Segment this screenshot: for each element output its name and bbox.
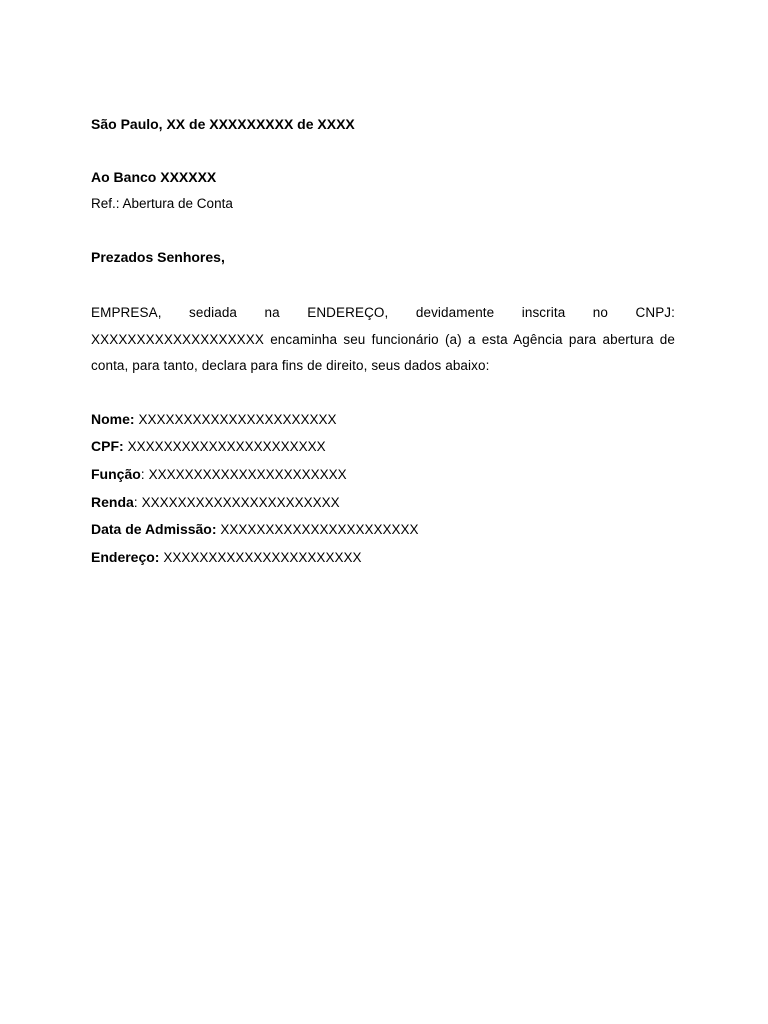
field-value: XXXXXXXXXXXXXXXXXXXXXX bbox=[141, 494, 340, 510]
field-value: XXXXXXXXXXXXXXXXXXXXXX bbox=[127, 439, 326, 455]
field-label: Nome: bbox=[91, 410, 135, 427]
field-renda bbox=[91, 489, 675, 517]
field-label: Data de Admissão: bbox=[91, 521, 217, 538]
field-data-admissao bbox=[91, 516, 675, 544]
field-endereco bbox=[91, 544, 675, 572]
field-value: XXXXXXXXXXXXXXXXXXXXXX bbox=[148, 466, 347, 482]
letter-body bbox=[91, 114, 675, 572]
recipient-line: Ao Banco XXXXXX bbox=[91, 169, 217, 185]
field-separator: : bbox=[133, 493, 142, 510]
field-separator: : bbox=[140, 465, 149, 482]
field-label: CPF: bbox=[91, 438, 124, 455]
reference-line: Ref.: Abertura de Conta bbox=[91, 196, 233, 211]
date-line: São Paulo, XX de XXXXXXXXX de XXXX bbox=[91, 116, 355, 132]
field-name bbox=[91, 406, 675, 434]
field-funcao bbox=[91, 461, 675, 489]
field-label: Renda bbox=[91, 493, 134, 510]
greeting-line: Prezados Senhores, bbox=[91, 249, 225, 265]
field-label: Endereço: bbox=[91, 549, 160, 566]
field-value: XXXXXXXXXXXXXXXXXXXXXX bbox=[163, 550, 362, 566]
field-value: XXXXXXXXXXXXXXXXXXXXXX bbox=[220, 522, 419, 538]
body-paragraph: EMPRESA, sediada na ENDEREÇO, devidamente inscrita no CNPJ: XXXXXXXXXXXXXXXXXXX encaminha seu funcionário (a) a esta Agência para abertura de conta, para tanto, declara para fins de direito, seus dados abaixo: bbox=[91, 305, 675, 373]
employee-fields bbox=[91, 406, 675, 572]
field-cpf bbox=[91, 433, 675, 461]
field-label: Função bbox=[91, 465, 141, 482]
field-value: XXXXXXXXXXXXXXXXXXXXXX bbox=[138, 411, 337, 427]
